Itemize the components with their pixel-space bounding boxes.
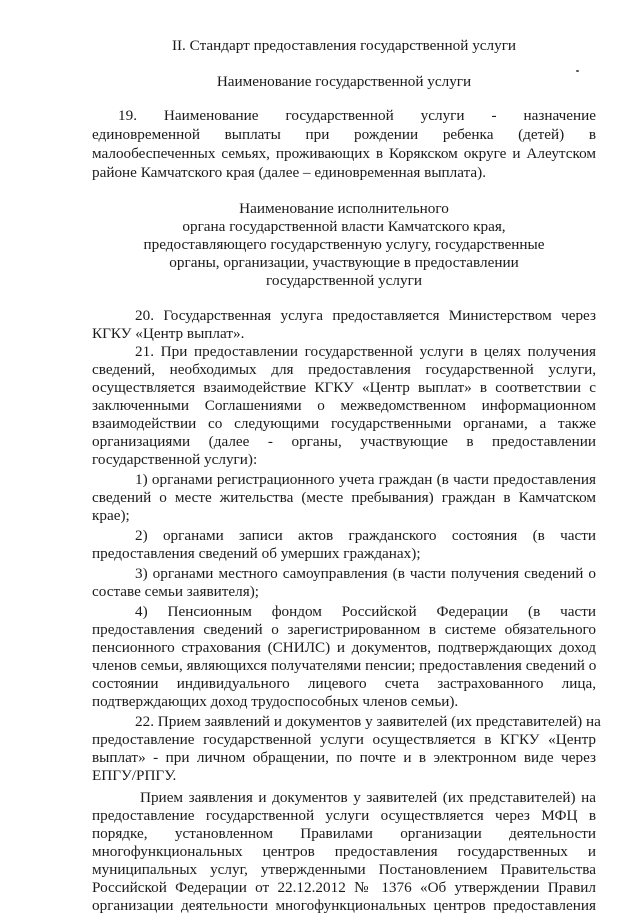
p22b-line-7: организации деятельности многофункциональных центров предоставления bbox=[92, 897, 596, 914]
item4-line-5: состоянии индивидуального лицевого счета застрахованного лица, bbox=[92, 675, 596, 692]
heading-service-name: Наименование государственной услуги bbox=[216, 73, 472, 90]
item4-line-3: пенсионного страхования (СНИЛС) и документов, подтверждающих доход bbox=[92, 639, 596, 656]
item1-line-2: сведений о месте жительства (месте пребывания) граждан в Камчатском bbox=[92, 489, 596, 506]
p21-line-3: осуществляется взаимодействие КГКУ «Центр выплат» в соответствии с bbox=[92, 379, 596, 396]
item2-line-2: предоставления сведений об умерших гражданах); bbox=[92, 545, 421, 562]
p19-line-1: 19. Наименование государственной услуги - назначение bbox=[118, 107, 596, 124]
p22b-line-2: предоставление государственной услуги осуществляется через МФЦ в bbox=[92, 807, 596, 824]
item3-line-2: составе семьи заявителя); bbox=[92, 583, 260, 600]
p21-line-6: организациями (далее - органы, участвующие в предоставлении bbox=[92, 433, 596, 450]
p19-line-3: малообеспеченных семьях, проживающих в Корякском округе и Алеутском bbox=[92, 145, 596, 162]
p22b-line-1: Прием заявления и документов у заявителей (их представителей) на bbox=[140, 789, 596, 806]
item4-line-6: подтверждающих доход трудоспособных членов семьи). bbox=[92, 693, 459, 710]
item4-line-2: предоставления сведений о зарегистрированном в системе обязательного bbox=[92, 621, 596, 638]
p21-line-2: сведений, необходимых для предоставления государственной услуги, bbox=[92, 361, 596, 378]
section-title: II. Стандарт предоставления государственной услуги bbox=[171, 37, 517, 54]
p19-line-2: единовременной выплаты при рождении ребенка (детей) в bbox=[92, 126, 596, 143]
p21-line-4: заключенными Соглашениями о межведомственном информационном bbox=[92, 397, 596, 414]
p22b-line-3: порядке, установленном Правилами организации деятельности bbox=[92, 825, 596, 842]
heading-executor-line-5: государственной услуги bbox=[266, 272, 422, 289]
p22-line-4: ЕПГУ/РПГУ. bbox=[92, 767, 177, 784]
p22-line-2: предоставление государственной услуги осуществляется в КГКУ «Центр bbox=[92, 731, 596, 748]
heading-executor-line-4: органы, организации, участвующие в предоставлении bbox=[169, 254, 519, 271]
p21-line-1: 21. При предоставлении государственной услуги в целях получения bbox=[135, 343, 596, 360]
item3-line-1: 3) органами местного самоуправления (в части получения сведений о bbox=[135, 565, 596, 582]
item2-line-1: 2) органами записи актов гражданского состояния (в части bbox=[135, 527, 596, 544]
heading-executor-line-2: органа государственной власти Камчатского края, bbox=[182, 218, 506, 235]
heading-executor-line-3: предоставляющего государственную услугу, государственные bbox=[143, 236, 545, 253]
item4-line-4: членов семьи, являющихся получателями пенсии; предоставления сведений о bbox=[92, 657, 597, 674]
item1-line-3: крае); bbox=[92, 507, 130, 524]
p22-line-1: 22. Прием заявлений и документов у заявителей (их представителей) на bbox=[135, 713, 601, 730]
p22b-line-5: муниципальных услуг, утвержденными Постановлением Правительства bbox=[92, 861, 596, 878]
p22-line-3: выплат» - при личном обращении, по почте и в электронном виде через bbox=[92, 749, 596, 766]
item1-line-1: 1) органами регистрационного учета граждан (в части предоставления bbox=[135, 471, 596, 488]
scan-speck bbox=[576, 70, 579, 72]
p20-line-2: КГКУ «Центр выплат». bbox=[92, 325, 245, 342]
item4-line-1: 4) Пенсионным фондом Российской Федерации (в части bbox=[135, 603, 596, 620]
p19-line-4: районе Камчатского края (далее – единовременная выплата). bbox=[92, 164, 486, 181]
p21-line-7: государственной услуги): bbox=[92, 451, 258, 468]
p22b-line-4: многофункциональных центров предоставления государственных и bbox=[92, 843, 596, 860]
p21-line-5: взаимодействии со следующими государственными органами, а также bbox=[92, 415, 596, 432]
p22b-line-6: Российской Федерации от 22.12.2012 № 1376 «Об утверждении Правил bbox=[92, 879, 596, 896]
p20-line-1: 20. Государственная услуга предоставляется Министерством через bbox=[135, 307, 596, 324]
heading-executor-line-1: Наименование исполнительного bbox=[239, 200, 449, 217]
